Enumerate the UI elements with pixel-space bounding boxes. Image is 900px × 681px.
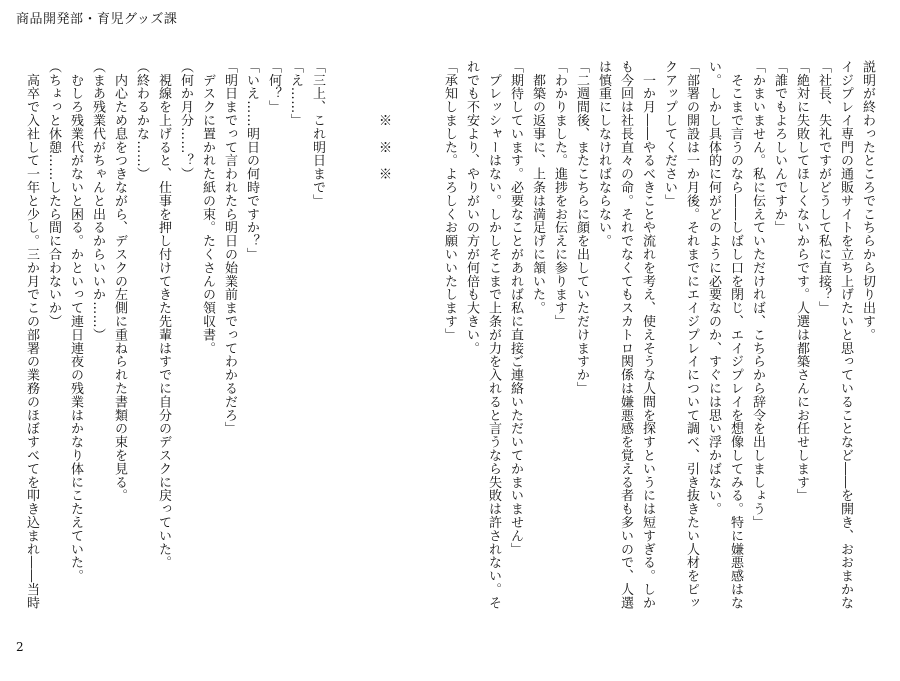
text-line: は慎重にしなければならない。 xyxy=(596,60,611,248)
text-line: 「二週間後、またこちらに顔を出していただけますか」 xyxy=(574,60,589,395)
text-line: れでも不安より、やりがいの方が何倍も大きい。 xyxy=(464,60,479,355)
text-line: むしろ残業代がないと困る。かといって連日連夜の残業はかなり体にこたえていた。 xyxy=(68,60,83,583)
text-line: イジプレイ専門の通販サイトを立ち上げたいと思っていることなど――を開き、おおまかな xyxy=(838,60,853,610)
text-line: 一か月――やるべきことや流れを考え、使えそうな人間を探すというには短すぎる。しか xyxy=(640,60,655,610)
text-line: い。しかし具体的に何がどのように必要なのか、すぐには思い浮かばない。 xyxy=(706,60,721,516)
text-line: 説明が終わったところでこちらから切り出す。 xyxy=(860,60,875,342)
text-line: 「絶対に失敗してほしくないからです。人選は都築さんにお任せします」 xyxy=(794,60,809,503)
text-line: 「何？」 xyxy=(266,60,281,114)
blank-line xyxy=(394,60,416,630)
text-line: （まあ残業代がちゃんと出るからいいか……） xyxy=(90,60,105,342)
text-line: 「え……」 xyxy=(288,60,303,127)
text-line: 高卒で入社して一年と少し。三か月でこの部署の業務のほぼすべてを叩き込まれ――当時 xyxy=(24,60,39,610)
text-line: （ちょっと休憩……したら間に合わないか） xyxy=(46,60,61,328)
text-line: （何か月分……？） xyxy=(178,60,193,181)
text-line: プレッシャーはない。しかしそこまで上条が力を入れると言うなら失敗は許されない。そ xyxy=(486,60,501,610)
blank-line xyxy=(416,60,438,630)
text-line: そこまで言うのなら――しばし口を閉じ、エイジプレイを想像してみる。特に嫌悪感はな xyxy=(728,60,743,610)
text-line: 「承知しました。よろしくお願いいたします」 xyxy=(442,60,457,342)
text-line: 「明日までって言われたら明日の始業前までってわかるだろ」 xyxy=(222,60,237,436)
text-line: 内心ため息をつきながら、デスクの左側に重ねられた書類の束を見る。 xyxy=(112,60,127,503)
blank-line xyxy=(350,60,372,630)
page-number: 2 xyxy=(16,640,24,654)
header-section-title: 商品開発部・育児グッズ課 xyxy=(16,12,178,27)
text-line: 都築の返事に、上条は満足げに頷いた。 xyxy=(530,60,545,315)
text-line: 「社長、失礼ですがどうして私に直接？」 xyxy=(816,60,831,315)
vertical-text-body xyxy=(8,60,878,630)
text-line: も今回は社長直々の命。それでなくてもスカトロ関係は嫌悪感を覚える者も多いので、人選 xyxy=(618,60,633,610)
text-line: 「期待しています。必要なことがあれば私に直接ご連絡いただいてかまいません」 xyxy=(508,60,523,556)
text-line: デスクに置かれた紙の束。たくさんの領収書。 xyxy=(200,60,215,355)
text-line: 「わかりました。進捗をお伝えに参ります」 xyxy=(552,60,567,328)
text-line: （終わるかな……） xyxy=(134,60,149,181)
section-break-marker: ※ ※ ※ xyxy=(376,60,391,181)
text-line: 「三上、これ明日まで」 xyxy=(310,60,325,208)
blank-line xyxy=(328,60,350,630)
text-line: クアップしてください」 xyxy=(662,60,677,208)
text-line: 「かまいません。私に伝えていただければ、こちらから辞令を出しましょう」 xyxy=(750,60,765,529)
text-line: 「部署の開設は一か月後。それまでにエイジプレイについて調べ、引き抜きたい人材をピッ xyxy=(684,60,699,610)
text-line: 「誰でもよろしいんですか」 xyxy=(772,60,787,235)
text-line: 「いえ……明日の何時ですか？」 xyxy=(244,60,259,261)
text-line: 視線を上げると、仕事を押し付けてきた先輩はすでに自分のデスクに戻っていた。 xyxy=(156,60,171,570)
